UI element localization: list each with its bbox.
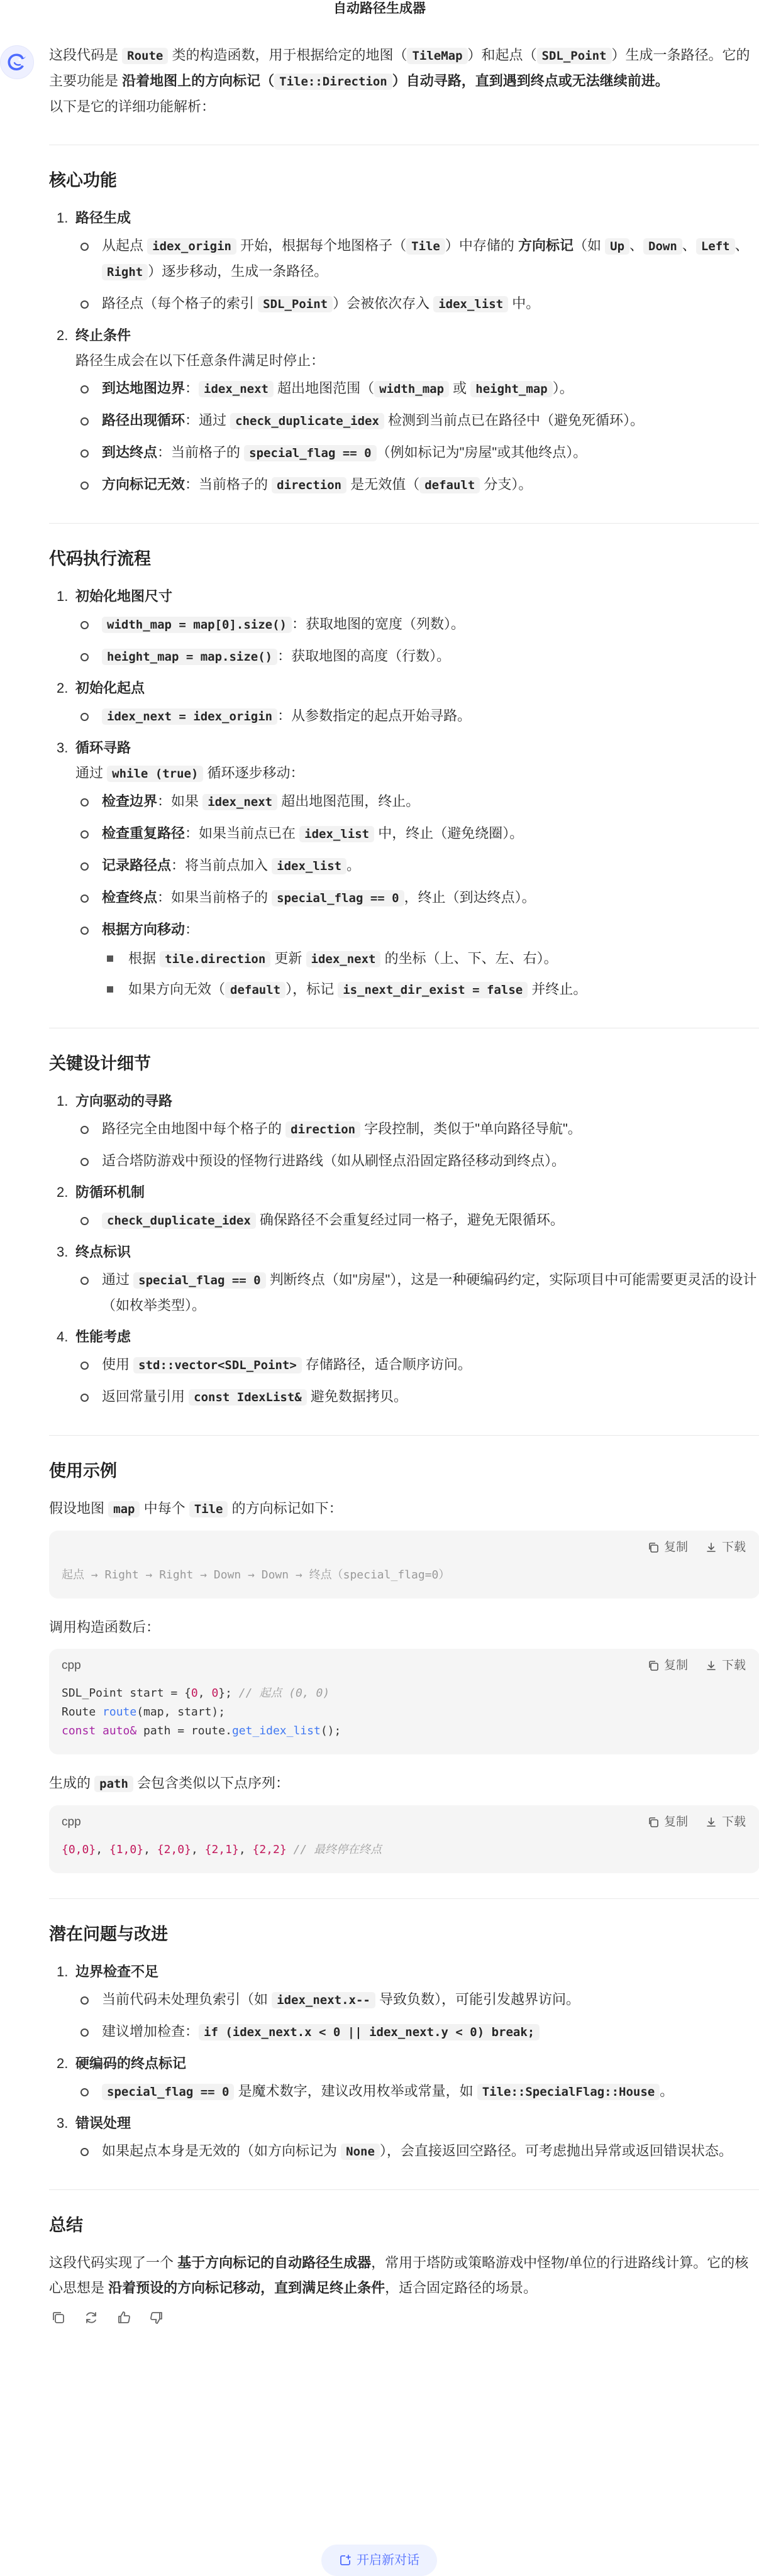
code-line: SDL_Point start = {0, 0}; // 起点 (0, 0) (62, 1687, 330, 1700)
inline-code: direction (285, 1121, 360, 1138)
bullet-list (75, 612, 759, 669)
inline-code: special_flag == 0 (133, 1272, 265, 1289)
list-item (49, 676, 759, 729)
copy-icon (648, 1660, 659, 1671)
paragraph: 调用构造函数后： (49, 1619, 160, 1635)
copy-icon (51, 2310, 66, 2325)
ordered-list (49, 584, 759, 1003)
copy-button[interactable] (648, 1535, 688, 1560)
list-item-title: 终点标识 (75, 1244, 131, 1260)
list-item (49, 206, 759, 317)
bullet-item: check_duplicate_idex 确保路径不会重复经过同一格子，避免无限循环。 (75, 1208, 759, 1233)
section-heading: 使用示例 (49, 1461, 117, 1480)
inline-code: default (225, 982, 285, 998)
bullet-list (75, 703, 759, 729)
list-number: 3. (57, 740, 69, 756)
code-content (49, 1683, 759, 1754)
download-label: 下载 (721, 1659, 746, 1672)
bold-text: ）自动寻路，直到遇到终点或无法继续前进。 (392, 73, 669, 89)
bullet-list (75, 1208, 759, 1233)
list-item-title: 防循环机制 (75, 1184, 145, 1200)
inline-code: idex_list (433, 296, 508, 312)
code-block-header (49, 1805, 759, 1839)
new-chat-label: 开启新对话 (357, 2553, 419, 2567)
inline-code: check_duplicate_idex (230, 413, 384, 429)
inline-code: map (108, 1501, 140, 1517)
list-item (49, 2051, 759, 2105)
inline-code: idex_list (299, 826, 374, 842)
bullet-item: 当前代码未处理负索引（如 idex_next.x-- 导致负数），可能引发越界访问。 (75, 1987, 759, 2013)
inline-code: width_map = map[0].size() (102, 617, 292, 633)
bullet-item: 适合塔防游戏中预设的怪物行进路线（如从刷怪点沿固定路径移动到终点）。 (75, 1148, 759, 1174)
list-item (49, 1324, 759, 1410)
paragraph: 假设地图 map 中每个 Tile 的方向标记如下： (49, 1500, 343, 1516)
list-item-title: 路径生成 (75, 210, 131, 226)
inline-code: idex_list (272, 858, 346, 874)
bullet-list (75, 2079, 759, 2105)
inline-code: idex_origin (147, 238, 236, 255)
ordered-list (49, 1959, 759, 2164)
section-heading: 核心功能 (49, 171, 117, 190)
bullet-item: idex_next = idex_origin ：从参数指定的起点开始寻路。 (75, 703, 759, 729)
bullet-item: width_map = map[0].size() ：获取地图的宽度（列数）。 (75, 612, 759, 637)
code-line: const auto& path = route.get_idex_list(); (62, 1724, 341, 1737)
paragraph: 生成的 path 会包含类似以下点序列： (49, 1775, 290, 1791)
list-item (49, 584, 759, 669)
inline-code: Down (643, 238, 682, 255)
copy-icon (648, 1817, 659, 1828)
summary-paragraph: 这段代码实现了一个 基于方向标记的自动路径生成器，常用于塔防或策略游戏中怪物/单位的行进路线计算。它的核心思想是 沿着预设的方向标记移动，直到满足终止条件，适合固定路径的场景。 (49, 2255, 749, 2296)
inline-code: Tile::SpecialFlag::House (477, 2084, 660, 2100)
message-actions (49, 2308, 759, 2327)
like-button[interactable] (114, 2308, 133, 2327)
list-number: 2. (57, 328, 69, 343)
list-number: 3. (57, 1244, 69, 1260)
list-item (49, 2111, 759, 2164)
inline-code: SDL_Point (258, 296, 333, 312)
code-block (49, 1649, 759, 1754)
list-item-title: 初始化地图尺寸 (75, 588, 173, 604)
bullet-item: 检查重复路径：如果当前点已在 idex_list 中，终止（避免绕圈）。 (75, 821, 759, 847)
inline-code: idex_next (202, 794, 277, 810)
inline-code: if (idex_next.x < 0 || idex_next.y < 0) break; (199, 2024, 540, 2040)
list-item-title: 方向驱动的寻路 (75, 1093, 173, 1109)
text: 类的构造函数，用于根据给定的地图（ (168, 47, 407, 63)
list-number: 1. (57, 588, 69, 604)
code-language: cpp (62, 1659, 81, 1672)
code-line: Route route(map, start); (62, 1705, 226, 1719)
dislike-button[interactable] (147, 2308, 166, 2327)
inline-code: path (94, 1776, 133, 1792)
bullet-item: 路径点（每个格子的索引 SDL_Point ）会被依次存入 idex_list 中。 (75, 291, 759, 317)
inline-code: height_map = map.size() (102, 649, 277, 665)
list-item-title: 错误处理 (75, 2115, 131, 2131)
list-number: 1. (57, 1093, 69, 1109)
bullet-item: 检查终点：如果当前格子的 special_flag == 0 ，终止（到达终点）。 (75, 885, 759, 911)
inline-code: Tile (406, 238, 445, 255)
list-number: 2. (57, 1184, 69, 1200)
inline-code: idex_next (199, 381, 274, 397)
list-item-title: 边界检查不足 (75, 1964, 159, 1979)
bullet-list (75, 1352, 759, 1410)
new-chat-button[interactable] (321, 2545, 437, 2576)
divider (49, 523, 759, 524)
inline-code: Tile (189, 1501, 228, 1517)
inline-code: special_flag == 0 (272, 890, 404, 906)
inline-code: idex_next (306, 951, 381, 967)
divider (49, 1898, 759, 1899)
bullet-item: 使用 std::vector<SDL_Point> 存储路径，适合顺序访问。 (75, 1352, 759, 1378)
divider (49, 2189, 759, 2190)
bullet-item: 通过 special_flag == 0 判断终点（如"房屋"），这是一种硬编码约定，实际项目中可能需要更灵活的设计（如枚举类型）。 (75, 1267, 759, 1318)
download-icon (706, 1817, 717, 1828)
thumbs-up-icon (116, 2310, 131, 2325)
bullet-item: special_flag == 0 是魔术数字，建议改用枚举或常量，如 Tile::SpecialFlag::House 。 (75, 2079, 759, 2105)
code-block-header (49, 1531, 759, 1565)
list-item: 3. 循环寻路 通过 while (true) 循环逐步移动： 检查边界：如果 idex_next 超出地图范围，终止。 检查重复路径：如果当前点已在 idex_list 中，终止（避免绕圈）。 记录路径点：将当前点加入 idex_list 。 检查终点：如果当前格子的 special_flag == 0 ，终止（到达终点）。 根据方向移动： 根据 tile.direction 更新 idex_next 的坐标（上、下、左、右）。 如果方向无效（ default ），标记 is_next_dir_exist = false 并终止。 (49, 735, 759, 1003)
list-number: 3. (57, 2115, 69, 2131)
list-number: 4. (57, 1329, 69, 1345)
inline-code: TileMap (407, 48, 467, 64)
download-label: 下载 (721, 1541, 746, 1554)
list-item-title: 初始化起点 (75, 680, 145, 696)
bullet-item: 检查边界：如果 idex_next 超出地图范围，终止。 (75, 789, 759, 815)
inline-code: special_flag == 0 (244, 445, 376, 461)
inline-code: None (341, 2144, 380, 2160)
list-item-title: 硬编码的终点标记 (75, 2056, 187, 2071)
inline-code: height_map (470, 381, 552, 397)
regenerate-icon (84, 2310, 99, 2325)
inline-code: Route (122, 48, 168, 64)
inline-code: default (419, 477, 480, 493)
code-line: {0,0}, {1,0}, {2,0}, {2,1}, {2,2} // 最终停在终点 (62, 1843, 382, 1856)
inline-code: while (true) (107, 766, 203, 782)
copy-label: 复制 (663, 1815, 688, 1829)
bullet-list (75, 376, 759, 498)
inline-code: Left (696, 238, 735, 255)
inline-code: is_next_dir_exist = false (338, 982, 528, 998)
download-icon (706, 1660, 717, 1671)
code-line: 起点 → Right → Right → Down → Down → 终点（special_flag=0） (62, 1568, 450, 1582)
copy-message-button[interactable] (49, 2308, 68, 2327)
inline-code: Tile::Direction (274, 74, 392, 90)
regenerate-button[interactable] (82, 2308, 101, 2327)
download-button[interactable] (706, 1535, 746, 1560)
section-heading: 潜在问题与改进 (49, 1925, 168, 1944)
ordered-list (49, 206, 759, 498)
assistant-message (49, 43, 759, 2327)
inline-code: const IdexList& (189, 1389, 307, 1406)
nested-bullet-item: 如果方向无效（ default ），标记 is_next_dir_exist = false 并终止。 (102, 977, 759, 1003)
list-item (49, 1959, 759, 2045)
code-block (49, 1805, 759, 1873)
code-block (49, 1531, 759, 1599)
thumbs-down-icon (149, 2310, 164, 2325)
bullet-item: 路径完全由地图中每个格子的 direction 字段控制，类似于"单向路径导航"。 (75, 1116, 759, 1142)
section-heading: 关键设计细节 (49, 1054, 151, 1073)
bullet-list (75, 2138, 759, 2164)
inline-code: std::vector<SDL_Point> (133, 1357, 302, 1373)
inline-code: tile.direction (160, 951, 270, 967)
list-item (49, 1180, 759, 1233)
download-icon (706, 1542, 717, 1553)
copy-icon (648, 1542, 659, 1553)
bullet-item: 建议增加检查： if (idex_next.x < 0 || idex_next.y < 0) break; (75, 2019, 759, 2045)
bullet-item: 从起点 idex_origin 开始，根据每个地图格子（ Tile ）中存储的 方向标记（如 Up 、 Down 、 Left 、Right ）逐步移动，生成一条路径。 (75, 233, 759, 285)
inline-code: check_duplicate_idex (102, 1213, 256, 1229)
list-item-desc: 路径生成会在以下任意条件满足时停止： (75, 353, 325, 368)
download-button[interactable] (706, 1653, 746, 1678)
inline-code: direction (272, 477, 346, 493)
section-heading: 总结 (49, 2216, 83, 2235)
inline-code: Up (605, 238, 629, 255)
list-number: 1. (57, 1964, 69, 1979)
bullet-item: 方向标记无效：当前格子的 direction 是无效值（ default 分支）。 (75, 472, 759, 498)
list-number: 2. (57, 2056, 69, 2071)
bullet-list (75, 1987, 759, 2045)
bullet-list (75, 233, 759, 317)
list-item (49, 1240, 759, 1318)
copy-label: 复制 (663, 1541, 688, 1554)
divider (49, 1435, 759, 1436)
inline-code: idex_next = idex_origin (102, 708, 277, 725)
code-content (49, 1565, 759, 1599)
code-content (49, 1839, 759, 1873)
download-button[interactable] (706, 1810, 746, 1835)
nested-bullet-item: 根据 tile.direction 更新 idex_next 的坐标（上、下、左、右）。 (102, 946, 759, 972)
list-item-title: 循环寻路 (75, 740, 131, 756)
deepseek-logo-icon (6, 53, 28, 72)
download-label: 下载 (721, 1815, 746, 1829)
ordered-list (49, 1089, 759, 1410)
list-item-title: 终止条件 (75, 328, 131, 343)
bullet-item: 根据方向移动： 根据 tile.direction 更新 idex_next 的坐标（上、下、左、右）。 如果方向无效（ default ），标记 is_next_dir_exist = false 并终止。 (75, 917, 759, 1003)
inline-code: width_map (374, 381, 449, 397)
copy-button[interactable] (648, 1810, 688, 1835)
bold-text: 沿着地图上的方向标记（ (122, 73, 275, 89)
inline-code: special_flag == 0 (102, 2084, 234, 2100)
list-item (49, 1089, 759, 1174)
bullet-item: 到达地图边界： idex_next 超出地图范围（ width_map 或 height_map ）。 (75, 376, 759, 402)
bullet-list (75, 1116, 759, 1174)
code-language: cpp (62, 1815, 81, 1829)
bullet-list (75, 1267, 759, 1318)
text: 以下是它的详细功能解析： (49, 99, 216, 114)
bullet-item: 如果起点本身是无效的（如方向标记为 None ），会直接返回空路径。可考虑抛出异常或返回错误状态。 (75, 2138, 759, 2164)
new-chat-icon (339, 2554, 352, 2567)
bullet-item: 到达终点：当前格子的 special_flag == 0 （例如标记为"房屋"或其他终点）。 (75, 440, 759, 466)
bullet-item: 记录路径点：将当前点加入 idex_list 。 (75, 853, 759, 879)
section-heading: 代码执行流程 (49, 549, 151, 568)
intro-paragraph (49, 43, 759, 119)
text: 这段代码是 (49, 47, 123, 63)
assistant-avatar (0, 45, 34, 79)
list-item-title: 性能考虑 (75, 1329, 131, 1345)
text: ）生成一条路径。它的主要功能是 (49, 47, 750, 89)
bullet-item: 路径出现循环：通过 check_duplicate_idex 检测到当前点已在路径中（避免死循环）。 (75, 408, 759, 434)
bullet-item: height_map = map.size() ：获取地图的高度（行数）。 (75, 644, 759, 669)
list-number: 1. (57, 210, 69, 226)
conversation-title: 自动路径生成器 (333, 1, 426, 16)
list-item (49, 323, 759, 498)
inline-code: idex_next.x-- (272, 1992, 375, 2008)
text: ）和起点（ (467, 47, 537, 63)
copy-label: 复制 (663, 1659, 688, 1672)
inline-code: SDL_Point (537, 48, 612, 64)
bullet-item: 返回常量引用 const IdexList& 避免数据拷贝。 (75, 1384, 759, 1410)
list-number: 2. (57, 680, 69, 696)
bullet-list (75, 789, 759, 1003)
code-block-header (49, 1649, 759, 1683)
nested-bullet-list (102, 946, 759, 1003)
copy-button[interactable] (648, 1653, 688, 1678)
inline-code: Right (102, 264, 148, 280)
